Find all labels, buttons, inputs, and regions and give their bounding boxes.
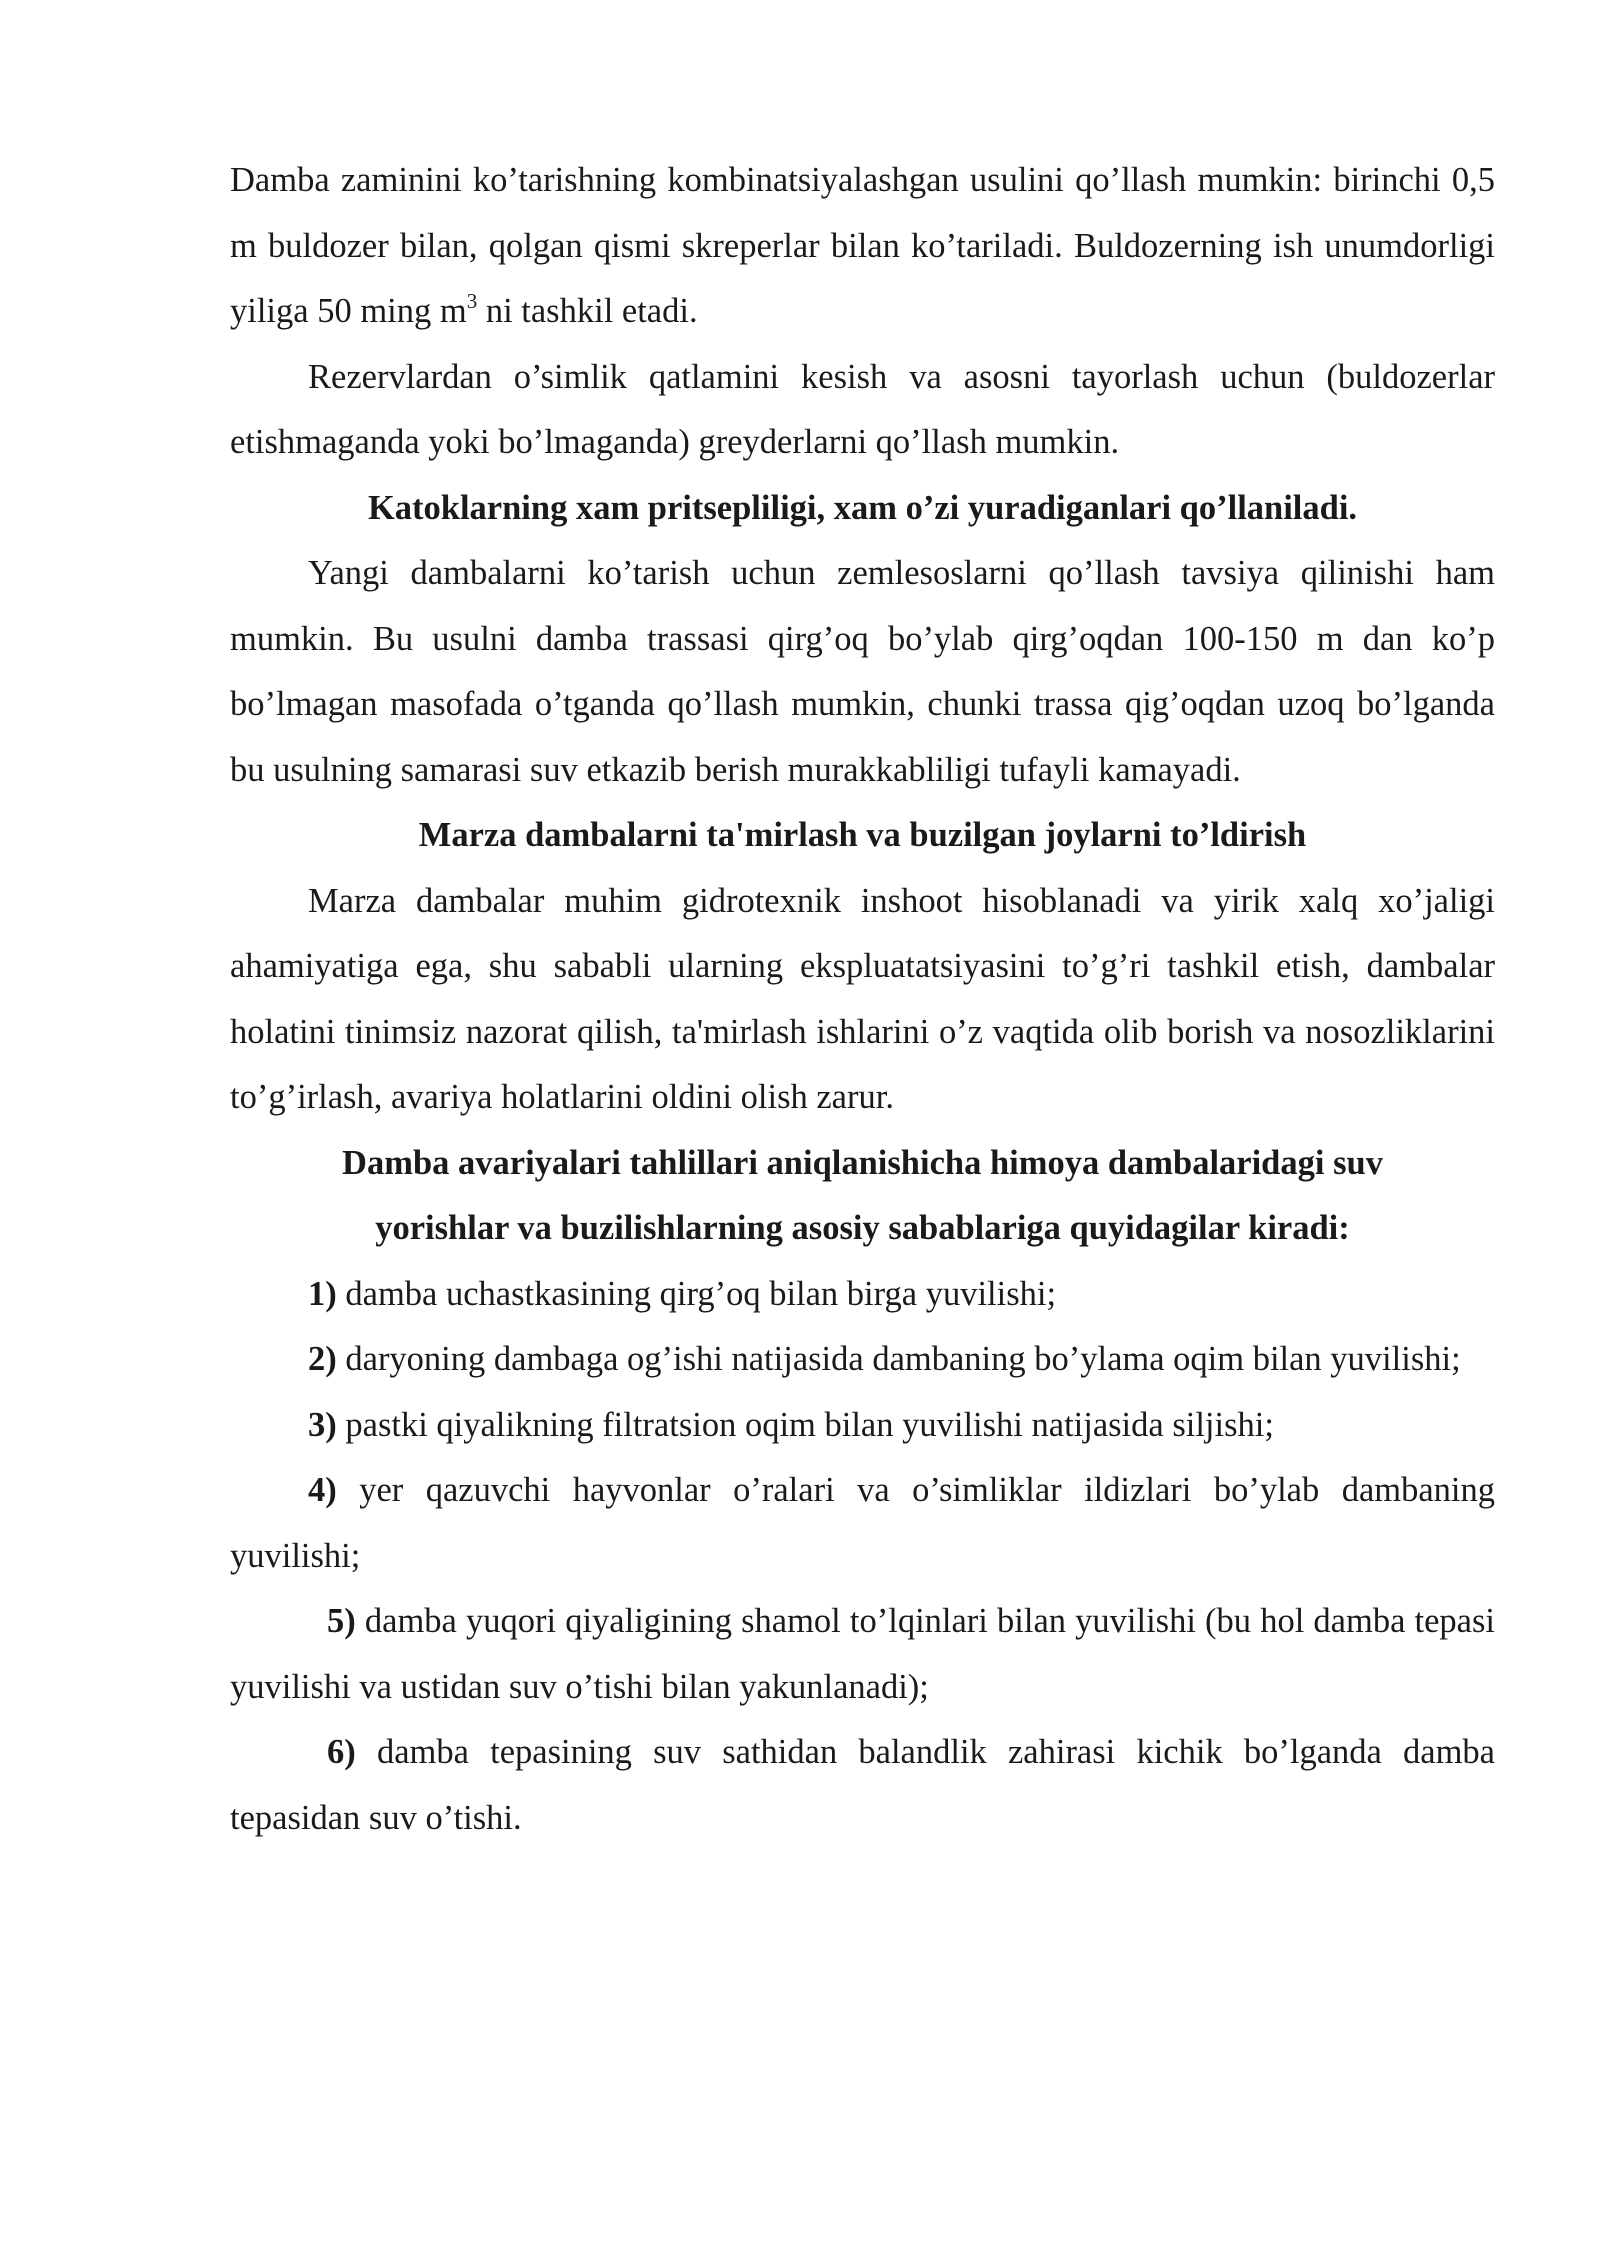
list-item: [230, 1458, 1495, 1589]
list-item-number: 5): [327, 1602, 356, 1640]
heading-repair: Marza dambalarni ta'mirlash va buzilgan joylarni to’ldirish: [418, 816, 1307, 854]
superscript-exponent: 3: [466, 289, 478, 313]
list-item: [230, 1327, 1495, 1393]
list-item-text: yer qazuvchi hayvonlar o’ralari va o’simliklar ildizlari bo’ylab dambaning yuvilishi;: [230, 1471, 1495, 1575]
list-item: [230, 1720, 1495, 1851]
list-item-text: daryoning dambaga og’ishi natijasida dambaning bo’ylama oqim bilan yuvilishi;: [336, 1340, 1461, 1378]
list-item: [230, 1589, 1495, 1720]
paragraph-bulldozer-tail: ni tashkil etadi.: [477, 292, 698, 330]
document-page: [230, 148, 1495, 1851]
paragraph-bulldozer: [230, 148, 1495, 345]
list-item-text: damba uchastkasining qirg’oq bilan birga yuvilishi;: [336, 1274, 1057, 1313]
list-item: [230, 1262, 1495, 1328]
list-item: [230, 1393, 1495, 1459]
heading-accident-causes-line2: yorishlar va buzilishlarning asosiy sabablariga quyidagilar kiradi:: [375, 1209, 1350, 1247]
heading-rollers: Katoklarning xam pritsepliligi, xam o’zi yuradiganlari qo’llaniladi.: [367, 488, 1358, 527]
paragraph-marza-dams: Marza dambalar muhim gidrotexnik inshoot hisoblanadi va yirik xalq xo’jaligi ahamiyatiga ega, shu sababli ularning ekspluatatsiyasini to’g’ri tashkil etish, dambalar holatini tinimsiz nazorat qilish, ta'mirlash ishlarini o’z vaqtida olib borish va nosozliklarini to’g’irlash, avariya holatlarini oldini olish zarur.: [230, 881, 1495, 1116]
list-item-number: 2): [308, 1340, 337, 1378]
list-item-number: 1): [308, 1274, 337, 1313]
list-item-text: pastki qiyalikning filtratsion oqim bilan yuvilishi natijasida siljishi;: [336, 1405, 1274, 1444]
paragraph-graders: Rezervlardan o’simlik qatlamini kesish va asosni tayorlash uchun (buldozerlar etishmaganda yoki bo’lmaganda) greyderlarni qo’llash mumkin.: [230, 357, 1495, 461]
paragraph-dredgers: Yangi dambalarni ko’tarish uchun zemlesoslarni qo’llash tavsiya qilinishi ham mumkin. Bu usulni damba trassasi qirg’oq bo’ylab qirg’oqdan 100-150 m dan ko’p bo’lmagan masofada o’tganda qo’llash mumkin, chunki trassa qig’oqdan uzoq bo’lganda bu usulning samarasi suv etkazib berish murakkabliligi tufayli kamayadi.: [230, 554, 1495, 789]
list-item-number: 4): [308, 1471, 337, 1509]
list-item-number: 3): [308, 1405, 337, 1444]
list-item-text: damba yuqori qiyaligining shamol to’lqinlari bilan yuvilishi (bu hol damba tepasi yuvilishi va ustidan suv o’tishi bilan yakunlanadi);: [230, 1602, 1495, 1706]
paragraph-bulldozer-text: Damba zaminini ko’tarishning kombinatsiyalashgan usulini qo’llash mumkin: birinchi 0,5 m buldozer bilan, qolgan qismi skreperlar bilan ko’tariladi. Buldozerning ish unumdorligi yiliga 50 ming m: [230, 161, 1495, 330]
list-item-text: damba tepasining suv sathidan balandlik zahirasi kichik bo’lganda damba tepasidan suv o’tishi.: [230, 1733, 1495, 1837]
list-item-number: 6): [327, 1733, 356, 1771]
heading-accident-causes-line1: Damba avariyalari tahlillari aniqlanishicha himoya dambalaridagi suv: [342, 1143, 1383, 1182]
